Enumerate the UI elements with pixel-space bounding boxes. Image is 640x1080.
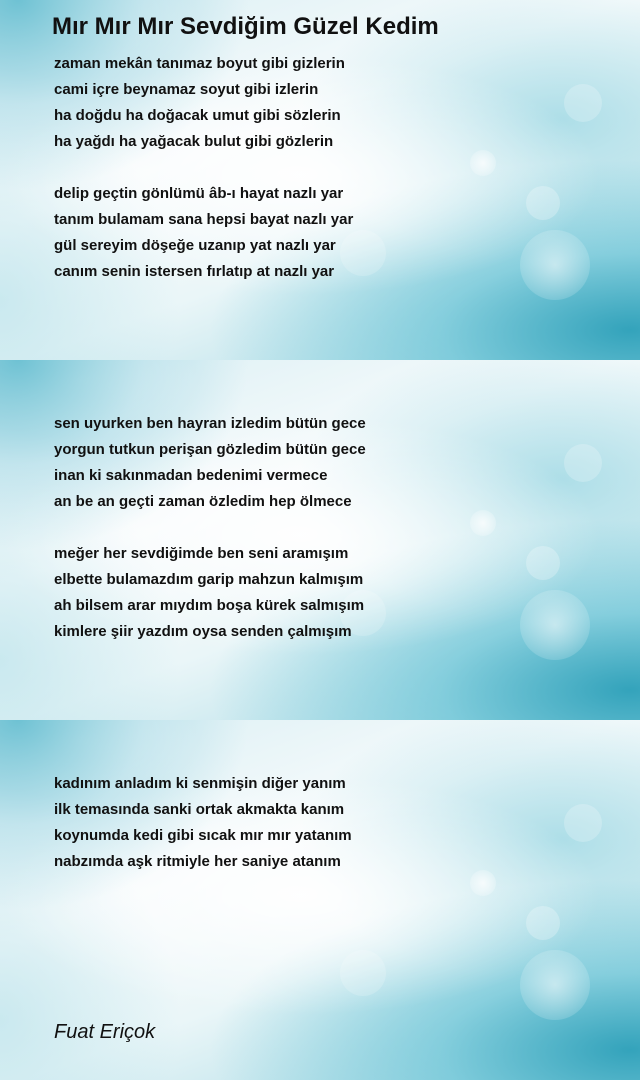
poem-line: kadınım anladım ki senmişin diğer yanım (54, 775, 346, 792)
poem-author: Fuat Eriçok (54, 1021, 156, 1043)
poem-line: kimlere şiir yazdım oysa senden çalmışım (54, 623, 352, 640)
poem-line: ah bilsem arar mıydım boşa kürek salmışım (54, 597, 365, 614)
poem-title: Mır Mır Mır Sevdiğim Güzel Kedim (52, 13, 439, 40)
poem-line: gül sereyim döşeğe uzanıp yat nazlı yar (54, 237, 336, 254)
stanza-5 (54, 771, 352, 875)
poem-line: canım senin istersen fırlatıp at nazlı yar (54, 263, 335, 280)
poem-line: zaman mekân tanımaz boyut gibi gizlerin (54, 55, 345, 72)
poem-panel-2 (0, 360, 640, 720)
poem-line: inan ki sakınmadan bedenimi vermece (54, 467, 328, 484)
poem-line: koynumda kedi gibi sıcak mır mır yatanım (54, 827, 352, 844)
poem-panel-1 (0, 0, 640, 360)
poem-line: ha yağdı ha yağacak bulut gibi gözlerin (54, 133, 334, 150)
poem-line: an be an geçti zaman özledim hep ölmece (54, 493, 352, 510)
poem-line: nabzımda aşk ritmiyle her saniye atanım (54, 853, 341, 870)
poem-line: meğer her sevdiğimde ben seni aramışım (54, 545, 349, 562)
stanza-4 (54, 541, 364, 645)
poem-line: ha doğdu ha doğacak umut gibi sözlerin (54, 107, 341, 124)
stanza-1 (54, 51, 345, 155)
poem-line: tanım bulamam sana hepsi bayat nazlı yar (54, 211, 354, 228)
poem-line: sen uyurken ben hayran izledim bütün gece (54, 415, 366, 432)
poem-line: delip geçtin gönlümü âb-ı hayat nazlı yar (54, 185, 344, 202)
poem-line: elbette bulamazdım garip mahzun kalmışım (54, 571, 364, 588)
stanza-3 (54, 411, 366, 515)
poem-line: yorgun tutkun perişan gözledim bütün gece (54, 441, 366, 458)
poem-line: ilk temasında sanki ortak akmakta kanım (54, 801, 345, 818)
poem-line: cami içre beynamaz soyut gibi izlerin (54, 81, 319, 98)
stanza-2 (54, 181, 353, 285)
